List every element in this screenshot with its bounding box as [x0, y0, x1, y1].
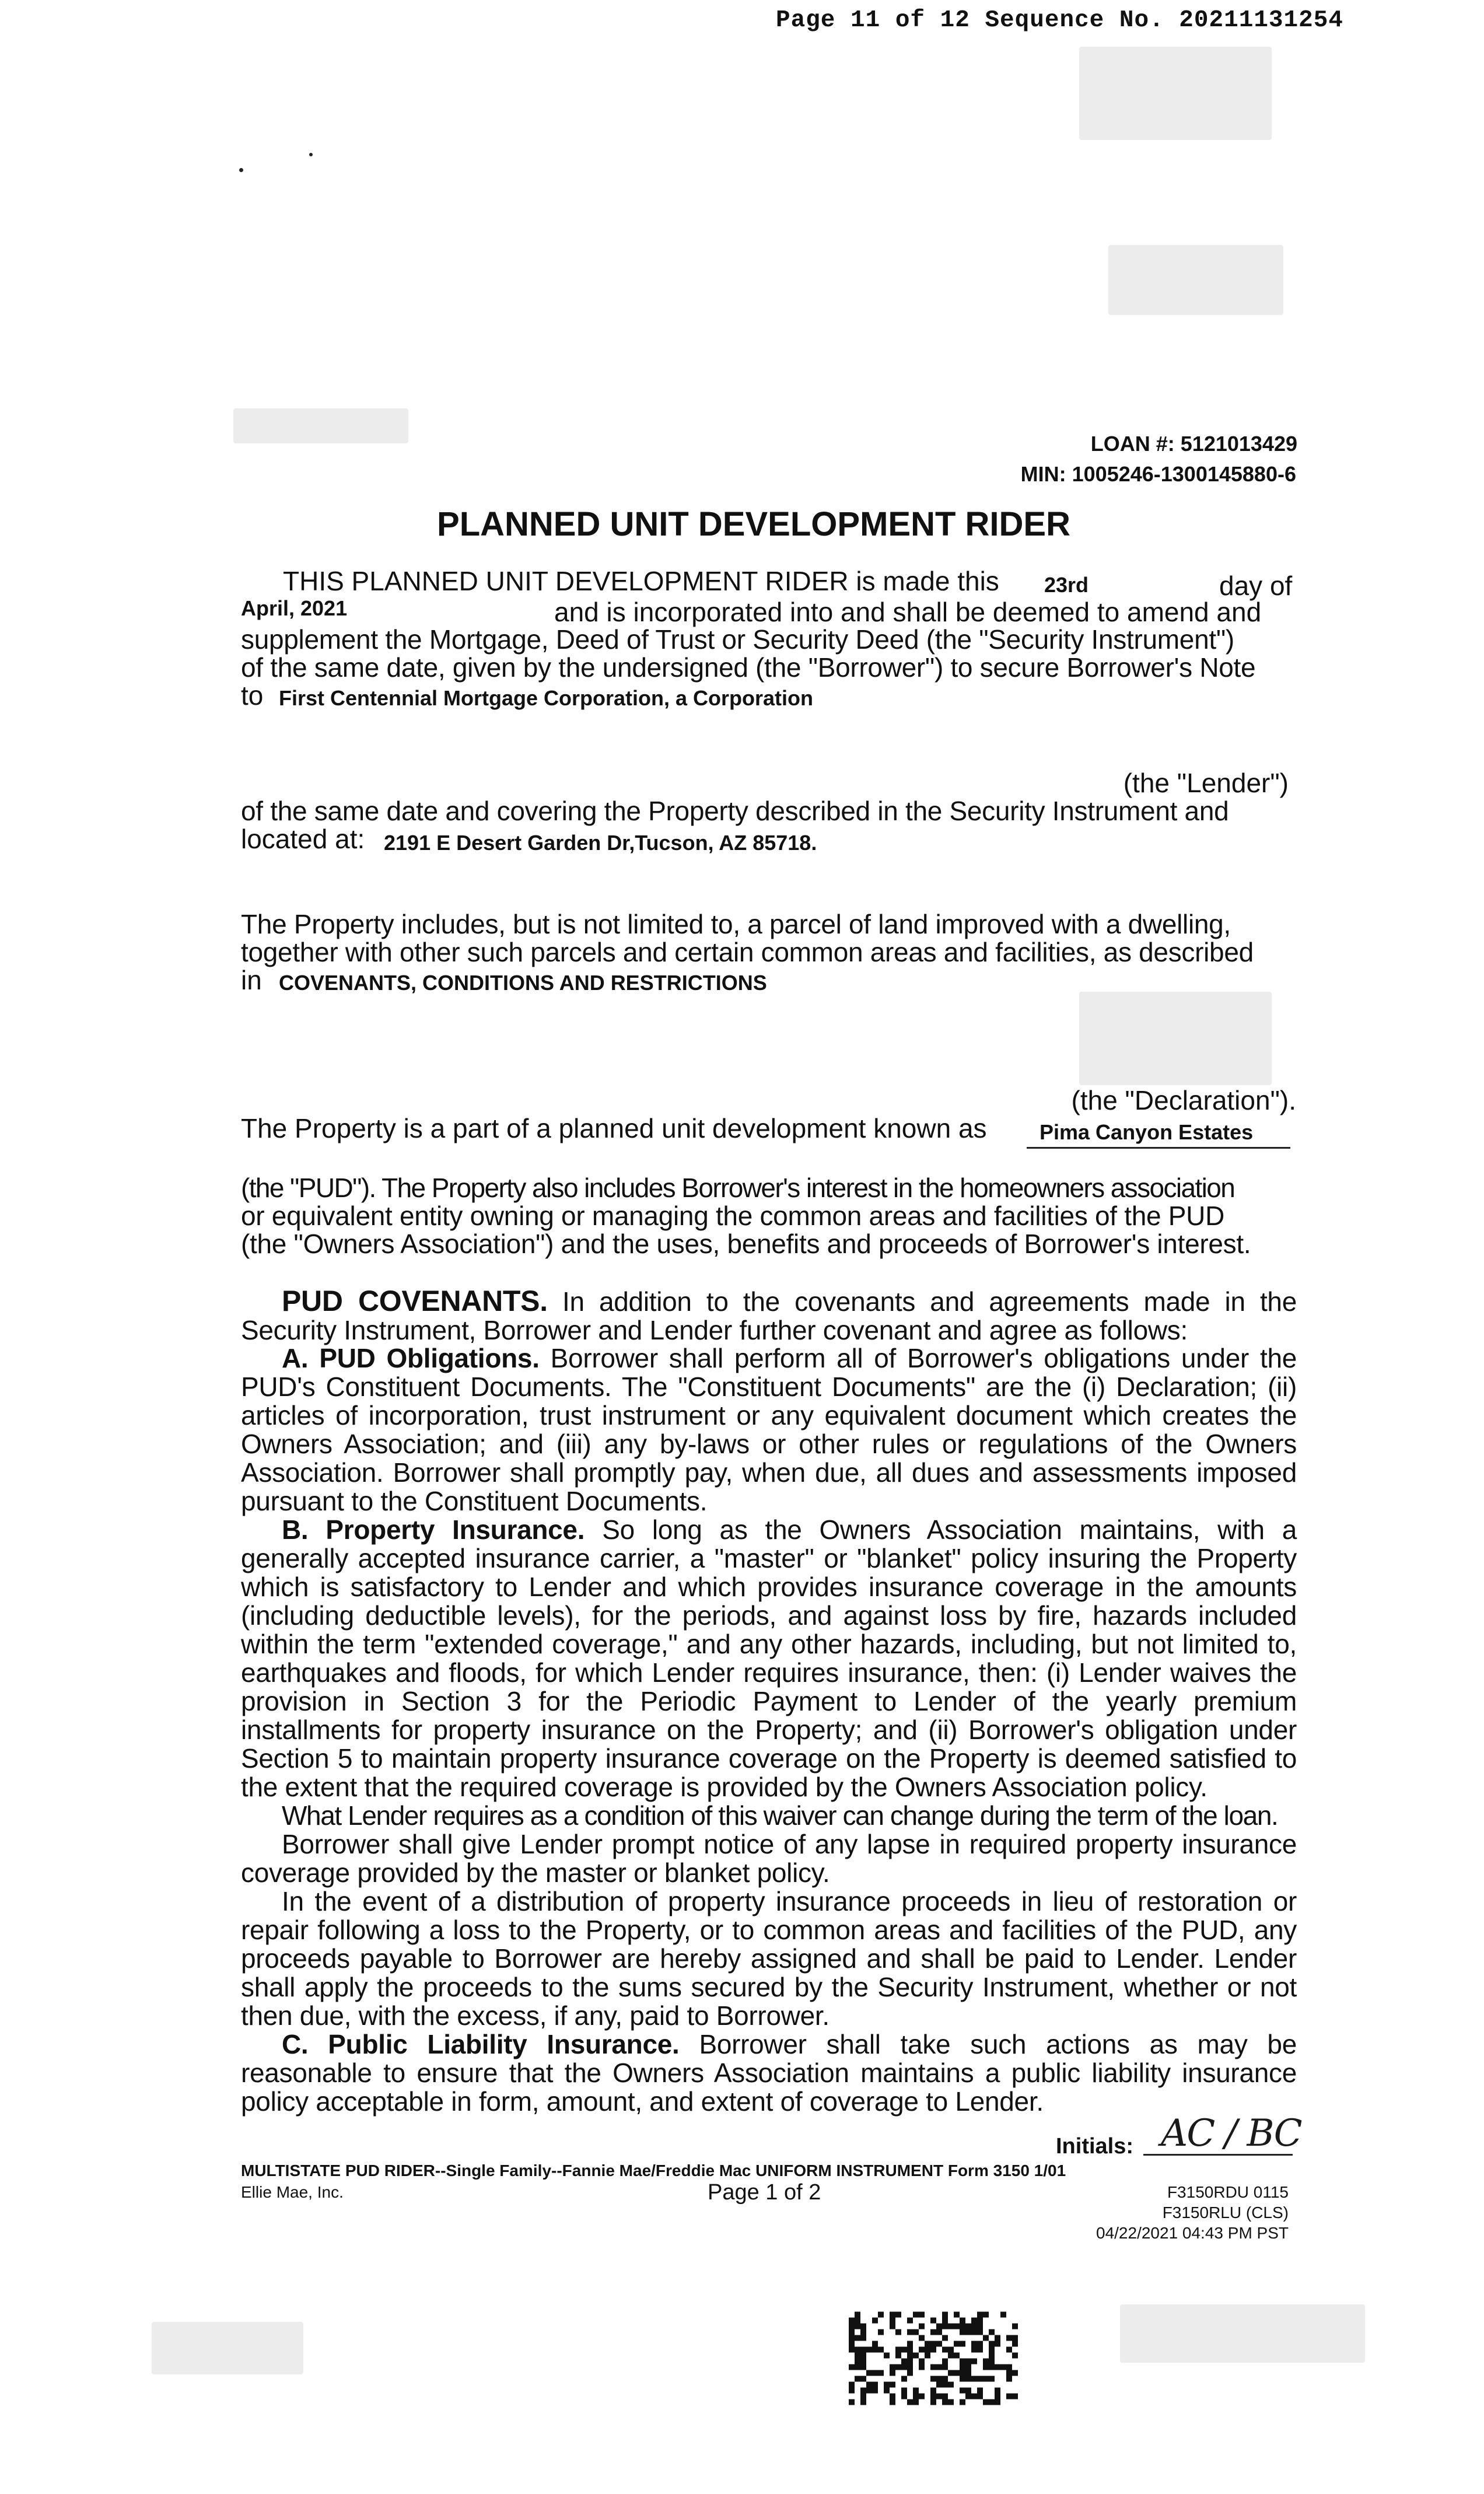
barcode-module: [983, 2399, 989, 2405]
barcode-module: [913, 2329, 919, 2335]
barcode-module: [983, 2312, 989, 2318]
barcode-module: [872, 2370, 878, 2376]
barcode-module: [995, 2335, 1000, 2341]
section-a-heading: A. PUD Obligations.: [282, 1343, 540, 1373]
barcode-module: [954, 2370, 960, 2376]
section-b-heading: B. Property Insurance.: [282, 1514, 585, 1545]
barcode-module: [930, 2399, 936, 2405]
barcode-module: [919, 2394, 925, 2399]
scan-speck: [309, 153, 313, 156]
barcode-module: [884, 2353, 890, 2359]
barcode-module: [936, 2329, 942, 2335]
barcode-module: [872, 2382, 878, 2388]
covenants-intro-text: In addition to the covenants and agreements made in the Security Instrument, Borrower and Lender further covenant and agree as follows:: [241, 1286, 1297, 1345]
barcode-module: [849, 2329, 855, 2335]
barcode-module: [866, 2382, 872, 2388]
barcode-module: [907, 2364, 913, 2370]
barcode-module: [995, 2394, 1000, 2399]
intro-text: THIS PLANNED UNIT DEVELOPMENT RIDER is made this: [283, 566, 999, 596]
barcode-module: [995, 2388, 1000, 2394]
barcode-module: [913, 2388, 919, 2394]
barcode-module: [960, 2324, 965, 2329]
barcode-module: [995, 2341, 1000, 2347]
form-code-1: F3150RDU 0115: [1167, 2183, 1289, 2201]
barcode-module: [895, 2312, 901, 2318]
loan-number: 5121013429: [1180, 432, 1297, 456]
barcode-module: [965, 2364, 971, 2370]
barcode-module: [954, 2312, 960, 2318]
barcode-module: [983, 2364, 989, 2370]
barcode-module: [1012, 2335, 1018, 2341]
barcode-module: [936, 2364, 942, 2370]
barcode-module: [965, 2359, 971, 2364]
barcode-module: [960, 2341, 965, 2347]
barcode-module: [977, 2324, 983, 2329]
barcode-module: [1012, 2324, 1018, 2329]
barcode-module: [930, 2394, 936, 2399]
barcode-module: [936, 2324, 942, 2329]
section-c: [241, 2030, 1297, 2116]
barcode-module: [860, 2359, 866, 2364]
barcode-module: [948, 2347, 954, 2353]
barcode-module: [995, 2364, 1000, 2370]
barcode-module: [942, 2399, 948, 2405]
section-c-heading: C. Public Liability Insurance.: [282, 2029, 680, 2059]
barcode-module: [855, 2324, 860, 2329]
barcode-module: [866, 2388, 872, 2394]
form-code-2: F3150RLU (CLS): [1162, 2203, 1289, 2222]
pud-line-2: (the "PUD"). The Property also includes Borrower's interest in the homeowners association: [241, 1173, 1235, 1203]
fax-page-stamp: Page 11 of 12 Sequence No. 20211131254: [776, 7, 1343, 34]
section-b-proceeds-text: In the event of a distribution of property insurance proceeds in lieu of restoration or repair following a loss to the Property, or to common areas and facilities of the PUD, any proceeds payable to Borrower are hereby assigned and shall be paid to Lender. Lender shall apply the proceeds to the sums secured by the Security Instrument, whether or not then due, with the excess, if any, paid to Borrower.: [241, 1886, 1297, 2031]
barcode-module: [895, 2364, 901, 2370]
barcode-module: [1006, 2335, 1012, 2341]
barcode-module: [907, 2341, 913, 2347]
intro-line-4: of the same date, given by the undersigned (the "Borrower") to secure Borrower's Note: [241, 652, 1256, 683]
barcode-module: [849, 2324, 855, 2329]
barcode-module: [930, 2347, 936, 2353]
barcode-module: [948, 2399, 954, 2405]
barcode-module: [960, 2364, 965, 2370]
barcode-module: [1006, 2376, 1012, 2382]
barcode-module: [849, 2388, 855, 2394]
barcode-module: [878, 2370, 884, 2376]
barcode-module: [930, 2341, 936, 2347]
barcode-module: [983, 2359, 989, 2364]
barcode-module: [860, 2394, 866, 2399]
barcode-module: [971, 2341, 977, 2347]
barcode-module: [930, 2376, 936, 2382]
barcode-module: [971, 2394, 977, 2399]
section-b-proceeds: [241, 1887, 1297, 2030]
barcode-module: [965, 2376, 971, 2382]
barcode-module: [925, 2341, 930, 2347]
barcode-module: [989, 2329, 995, 2335]
barcode-module: [901, 2364, 907, 2370]
barcode-module: [860, 2324, 866, 2329]
barcode-module: [849, 2347, 855, 2353]
barcode-module: [849, 2318, 855, 2324]
barcode-module: [971, 2376, 977, 2382]
barcode-module: [919, 2324, 925, 2329]
barcode-module: [866, 2347, 872, 2353]
barcode-module: [942, 2335, 948, 2341]
barcode-module: [971, 2359, 977, 2364]
barcode-module: [878, 2312, 884, 2318]
barcode-module: [930, 2388, 936, 2394]
barcode-module: [860, 2388, 866, 2394]
barcode-module: [855, 2353, 860, 2359]
pud-name: Pima Canyon Estates: [1040, 1120, 1254, 1144]
intro-to-text: to: [241, 680, 264, 711]
barcode-module: [925, 2353, 930, 2359]
barcode-module: [855, 2376, 860, 2382]
initials-signature: AC / BC: [1161, 2112, 1301, 2155]
barcode-module: [954, 2324, 960, 2329]
lender-name: First Centennial Mortgage Corporation, a Corporation: [279, 686, 814, 710]
barcode-module: [849, 2335, 855, 2341]
barcode-module: [895, 2347, 901, 2353]
barcode-module: [855, 2347, 860, 2353]
barcode-2d: [849, 2310, 1018, 2406]
barcode-module: [942, 2318, 948, 2324]
located-at-text: located at:: [241, 824, 365, 854]
barcode-module: [977, 2388, 983, 2394]
barcode-module: [855, 2364, 860, 2370]
barcode-module: [930, 2329, 936, 2335]
intro-line-3: supplement the Mortgage, Deed of Trust or Security Deed (the "Security Instrument"): [241, 624, 1234, 655]
barcode-module: [860, 2335, 866, 2341]
barcode-module: [971, 2324, 977, 2329]
barcode-module: [890, 2324, 895, 2329]
barcode-module: [971, 2318, 977, 2324]
scan-noise: [233, 408, 408, 443]
barcode-module: [919, 2347, 925, 2353]
page-number: Page 1 of 2: [708, 2180, 821, 2205]
barcode-module: [849, 2341, 855, 2347]
barcode-module: [989, 2347, 995, 2353]
barcode-module: [913, 2312, 919, 2318]
barcode-module: [942, 2347, 948, 2353]
property-in-text: in: [241, 965, 262, 995]
lender-line-1: of the same date and covering the Property described in the Security Instrument and: [241, 796, 1229, 826]
barcode-module: [942, 2376, 948, 2382]
barcode-module: [907, 2347, 913, 2353]
barcode-module: [890, 2399, 895, 2405]
barcode-module: [948, 2370, 954, 2376]
barcode-module: [901, 2388, 907, 2394]
barcode-module: [989, 2364, 995, 2370]
software-company: Ellie Mae, Inc.: [241, 2183, 344, 2201]
barcode-module: [901, 2376, 907, 2382]
barcode-module: [977, 2341, 983, 2347]
pud-known-as: The Property is a part of a planned unit development known as: [241, 1113, 987, 1143]
section-b-notice-text: Borrower shall give Lender prompt notice of any lapse in required property insurance coverage provided by the master or blanket policy.: [241, 1829, 1297, 1888]
barcode-module: [855, 2312, 860, 2318]
print-timestamp: 04/22/2021 04:43 PM PST: [1096, 2224, 1289, 2242]
barcode-module: [855, 2359, 860, 2364]
scan-noise: [152, 2322, 303, 2374]
barcode-module: [907, 2399, 913, 2405]
barcode-module: [989, 2376, 995, 2382]
barcode-module: [954, 2341, 960, 2347]
barcode-module: [1006, 2370, 1012, 2376]
barcode-module: [930, 2364, 936, 2370]
barcode-module: [960, 2388, 965, 2394]
barcode-module: [942, 2359, 948, 2364]
barcode-module: [989, 2359, 995, 2364]
rider-month-year: April, 2021: [241, 596, 348, 620]
barcode-module: [872, 2347, 878, 2353]
pud-line-4: (the "Owners Association") and the uses, benefits and proceeds of Borrower's interest.: [241, 1229, 1251, 1259]
barcode-module: [995, 2399, 1000, 2405]
loan-label: LOAN #:: [1090, 432, 1175, 456]
barcode-module: [960, 2329, 965, 2335]
barcode-module: [860, 2364, 866, 2370]
barcode-module: [930, 2318, 936, 2324]
scan-noise: [1108, 245, 1283, 315]
covenants-heading: PUD COVENANTS.: [282, 1285, 548, 1317]
scan-speck: [239, 168, 243, 172]
covenants-intro: [241, 1287, 1297, 1345]
barcode-module: [948, 2324, 954, 2329]
section-b-waiver: [241, 1802, 1297, 1830]
barcode-module: [948, 2382, 954, 2388]
barcode-module: [965, 2388, 971, 2394]
barcode-module: [983, 2376, 989, 2382]
barcode-module: [989, 2399, 995, 2405]
barcode-module: [872, 2318, 878, 2324]
scan-noise: [1120, 2304, 1365, 2363]
barcode-module: [901, 2394, 907, 2399]
barcode-module: [907, 2329, 913, 2335]
barcode-module: [936, 2376, 942, 2382]
barcode-module: [913, 2394, 919, 2399]
barcode-module: [890, 2312, 895, 2318]
rider-day: 23rd: [1044, 573, 1089, 597]
barcode-module: [855, 2335, 860, 2341]
form-identifier: MULTISTATE PUD RIDER--Single Family--Fannie Mae/Freddie Mac UNIFORM INSTRUMENT Form 3150 1/01: [241, 2161, 1066, 2180]
barcode-module: [849, 2399, 855, 2405]
barcode-module: [1012, 2370, 1018, 2376]
document-title: PLANNED UNIT DEVELOPMENT RIDER: [437, 505, 1070, 543]
initials-label: Initials:: [1056, 2134, 1134, 2159]
barcode-module: [936, 2394, 942, 2399]
barcode-module: [1000, 2364, 1006, 2370]
barcode-module: [890, 2382, 895, 2388]
barcode-module: [860, 2329, 866, 2335]
barcode-module: [872, 2388, 878, 2394]
barcode-module: [890, 2370, 895, 2376]
barcode-module: [878, 2347, 884, 2353]
min-label: MIN:: [1020, 462, 1066, 486]
property-line-2: together with other such parcels and certain common areas and facilities, as described: [241, 937, 1254, 967]
barcode-module: [901, 2347, 907, 2353]
barcode-module: [849, 2382, 855, 2388]
intro-line-2: and is incorporated into and shall be deemed to amend and: [554, 597, 1262, 627]
barcode-module: [960, 2318, 965, 2324]
barcode-module: [942, 2312, 948, 2318]
barcode-module: [919, 2359, 925, 2364]
barcode-module: [960, 2399, 965, 2405]
declaration-tag: (the "Declaration").: [1071, 1085, 1296, 1115]
barcode-module: [907, 2353, 913, 2359]
day-of-text: day of: [1219, 571, 1293, 601]
barcode-module: [849, 2364, 855, 2370]
barcode-module: [860, 2353, 866, 2359]
barcode-module: [942, 2382, 948, 2388]
barcode-module: [948, 2353, 954, 2359]
barcode-module: [860, 2376, 866, 2382]
barcode-module: [878, 2329, 884, 2335]
barcode-module: [1012, 2353, 1018, 2359]
barcode-module: [1006, 2364, 1012, 2370]
barcode-module: [960, 2359, 965, 2364]
section-c-text: Borrower shall take such actions as may be reasonable to ensure that the Owners Association maintains a public liability insurance policy acceptable in form, amount, and extent of coverage to Lender.: [241, 2029, 1297, 2117]
loan-number-line: [1091, 432, 1297, 456]
barcode-module: [919, 2335, 925, 2341]
section-b-text: So long as the Owners Association maintains, with a generally accepted insurance carrier, a "master" or "blanket" policy insuring the Property which is satisfactory to Lender and which provides insurance coverage in the amounts (including deductible levels), for the periods, and against loss by fire, hazards included within the term "extended coverage," and any other hazards, including, but not limited to, earthquakes and floods, for which Lender requires insurance, then: (i) Lender waives the provision in Section 3 for the Periodic Payment to Lender of the yearly premium installments for property insurance on the Property; and (ii) Borrower's obligation under Section 5 to maintain property insurance coverage on the Property is deemed satisfied to the extent that the required coverage is provided by the Owners Association policy.: [241, 1514, 1297, 1802]
section-b: [241, 1516, 1297, 1802]
barcode-module: [936, 2341, 942, 2347]
barcode-module: [989, 2353, 995, 2359]
barcode-module: [884, 2388, 890, 2394]
pud-name-underline: [1027, 1147, 1290, 1149]
barcode-module: [942, 2324, 948, 2329]
barcode-module: [977, 2318, 983, 2324]
barcode-module: [965, 2329, 971, 2335]
section-a-text: Borrower shall perform all of Borrower's obligations under the PUD's Constituent Documents. The "Constituent Documents" are the (i) Declaration; (ii) articles of incorporation, trust instrument or any equivalent document which creates the Owners Association; and (iii) any by-laws or other rules or regulations of the Owners Association. Borrower shall promptly pay, when due, all dues and assessments imposed pursuant to the Constituent Documents.: [241, 1343, 1297, 1516]
barcode-module: [1012, 2394, 1018, 2399]
barcode-module: [919, 2312, 925, 2318]
barcode-module: [890, 2318, 895, 2324]
barcode-module: [971, 2347, 977, 2353]
barcode-module: [942, 2364, 948, 2370]
barcode-module: [907, 2318, 913, 2324]
section-b-notice: [241, 1830, 1297, 1887]
declaration-document: COVENANTS, CONDITIONS AND RESTRICTIONS: [279, 971, 767, 995]
barcode-module: [860, 2399, 866, 2405]
barcode-module: [977, 2312, 983, 2318]
pud-line-3: or equivalent entity owning or managing the common areas and facilities of the PUD: [241, 1201, 1225, 1231]
intro-line-1: [283, 567, 999, 596]
barcode-module: [860, 2347, 866, 2353]
barcode-module: [913, 2399, 919, 2405]
barcode-module: [936, 2382, 942, 2388]
barcode-module: [977, 2376, 983, 2382]
barcode-module: [960, 2376, 965, 2382]
barcode-module: [1000, 2312, 1006, 2318]
barcode-module: [913, 2353, 919, 2359]
section-a: [241, 1344, 1297, 1516]
initials-underline: [1143, 2154, 1293, 2156]
min-number-line: [1021, 462, 1296, 487]
barcode-module: [895, 2329, 901, 2335]
lender-tag: (the "Lender"): [1123, 768, 1289, 798]
barcode-module: [965, 2324, 971, 2329]
barcode-module: [1006, 2347, 1012, 2353]
barcode-module: [890, 2364, 895, 2370]
barcode-module: [977, 2347, 983, 2353]
barcode-module: [960, 2370, 965, 2376]
barcode-module: [872, 2341, 878, 2347]
barcode-module: [965, 2394, 971, 2399]
barcode-module: [1012, 2341, 1018, 2347]
barcode-module: [989, 2341, 995, 2347]
barcode-module: [1006, 2394, 1012, 2399]
barcode-module: [977, 2329, 983, 2335]
barcode-module: [855, 2318, 860, 2324]
barcode-module: [954, 2353, 960, 2359]
property-address: 2191 E Desert Garden Dr,Tucson, AZ 85718.: [384, 831, 817, 855]
min-number: 1005246-1300145880-6: [1072, 462, 1296, 486]
barcode-module: [907, 2370, 913, 2376]
section-b-waiver-text: What Lender requires as a condition of this waiver can change during the term of the loan.: [282, 1800, 1278, 1831]
barcode-module: [884, 2382, 890, 2388]
barcode-module: [971, 2329, 977, 2335]
barcode-module: [919, 2364, 925, 2370]
barcode-module: [895, 2353, 901, 2359]
barcode-module: [866, 2370, 872, 2376]
barcode-module: [901, 2359, 907, 2364]
property-line-1: The Property includes, but is not limited to, a parcel of land improved with a dwelling,: [241, 909, 1231, 939]
barcode-module: [907, 2359, 913, 2364]
barcode-module: [890, 2394, 895, 2399]
barcode-module: [925, 2347, 930, 2353]
scan-noise: [1079, 47, 1272, 140]
barcode-module: [965, 2370, 971, 2376]
barcode-module: [942, 2394, 948, 2399]
barcode-module: [983, 2335, 989, 2341]
scan-noise: [1079, 992, 1272, 1085]
barcode-module: [977, 2394, 983, 2399]
